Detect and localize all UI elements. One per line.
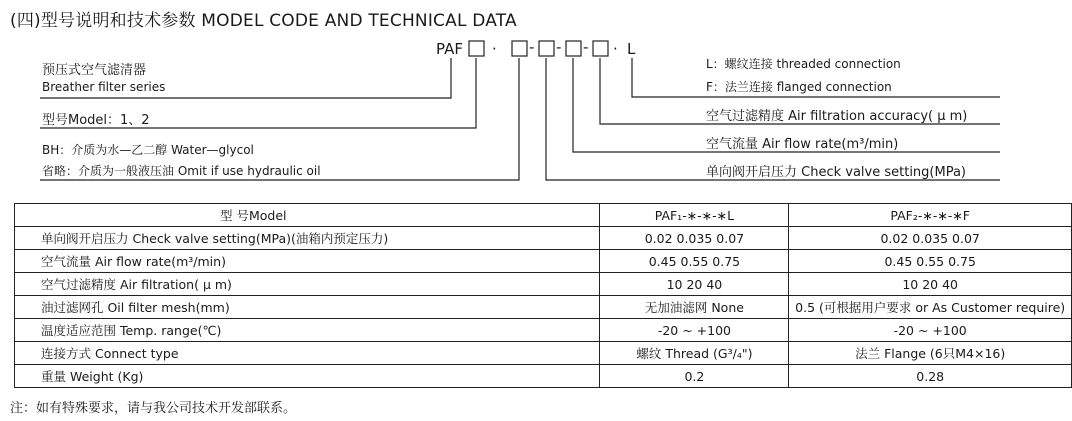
- code-box-4: [566, 41, 581, 56]
- table-cell-paf1: 螺纹 Thread (G³/₄"): [600, 342, 789, 365]
- label-check-valve: 单向阀开启压力 Check valve setting(MPa): [706, 165, 967, 180]
- table-row: [15, 296, 1072, 319]
- code-prefix: PAF: [436, 40, 463, 58]
- footnote: 注：如有特殊要求，请与我公司技术开发部联系。: [10, 401, 297, 416]
- code-box-3: [539, 41, 554, 56]
- table-cell-paf2: 0.28: [789, 365, 1072, 388]
- label-model: 型号Model：1、2: [42, 113, 150, 128]
- table-cell-paf2: -20 ~ +100: [789, 319, 1072, 342]
- table-row: [15, 250, 1072, 273]
- label-medium-omit: 省略：介质为一般液压油 Omit if use hydraulic oil: [42, 164, 321, 178]
- table-cell-param: 单向阀开启压力 Check valve setting(MPa)(油箱内预定压力): [15, 227, 600, 250]
- table-cell-paf2: 0.5 (可根据用户要求 or As Customer require): [789, 296, 1072, 319]
- table-row: [15, 342, 1072, 365]
- table-row: [15, 365, 1072, 388]
- code-box-2: [512, 41, 527, 56]
- code-box-5: [593, 41, 608, 56]
- table-cell-paf1: 0.45 0.55 0.75: [600, 250, 789, 273]
- table-header-paf2: PAF₂-∗-∗-∗F: [789, 204, 1072, 227]
- table-row: [15, 319, 1072, 342]
- table-cell-param: 油过滤网孔 Oil filter mesh(mm): [15, 296, 600, 319]
- table-header-model: 型 号Model: [15, 204, 600, 227]
- table-cell-paf1: 0.02 0.035 0.07: [600, 227, 789, 250]
- code-dot-1: ·: [492, 40, 497, 58]
- label-series-en: Breather filter series: [42, 80, 166, 94]
- table-cell-param: 空气过滤精度 Air filtration( μ m): [15, 273, 600, 296]
- label-flange-connection: F：法兰连接 flanged connection: [706, 80, 892, 94]
- table-header-row: [15, 204, 1072, 227]
- code-dash-2: -: [556, 38, 562, 56]
- table-header-paf1: PAF₁-∗-∗-∗L: [600, 204, 789, 227]
- table-cell-paf1: 0.2: [600, 365, 789, 388]
- technical-data-table: [14, 203, 1072, 388]
- table-cell-paf2: 法兰 Flange (6只M4×16): [789, 342, 1072, 365]
- table-cell-param: 连接方式 Connect type: [15, 342, 600, 365]
- table-cell-paf1: 无加油滤网 None: [600, 296, 789, 319]
- table-row: [15, 227, 1072, 250]
- label-thread-connection: L：螺纹连接 threaded connection: [706, 57, 901, 71]
- code-dash-1: -: [529, 38, 535, 56]
- table-row: [15, 273, 1072, 296]
- code-box-1: [469, 41, 484, 56]
- table-cell-paf2: 0.45 0.55 0.75: [789, 250, 1072, 273]
- label-air-flow: 空气流量 Air flow rate(m³/min): [706, 137, 899, 152]
- code-dash-3: -: [583, 38, 589, 56]
- table-cell-paf1: 10 20 40: [600, 273, 789, 296]
- table-cell-param: 温度适应范围 Temp. range(℃): [15, 319, 600, 342]
- table-cell-paf2: 0.02 0.035 0.07: [789, 227, 1072, 250]
- code-dot-2: ·: [613, 40, 618, 58]
- code-suffix: L: [627, 40, 636, 58]
- page-title: (四)型号说明和技术参数 MODEL CODE AND TECHNICAL DATA: [10, 11, 517, 31]
- table-cell-paf1: -20 ~ +100: [600, 319, 789, 342]
- label-medium-bh: BH：介质为水—乙二醇 Water—glycol: [42, 143, 254, 157]
- label-filtration-accuracy: 空气过滤精度 Air filtration accuracy( μ m): [706, 109, 968, 124]
- table-cell-param: 重量 Weight (Kg): [15, 365, 600, 388]
- table-cell-paf2: 10 20 40: [789, 273, 1072, 296]
- table-cell-param: 空气流量 Air flow rate(m³/min): [15, 250, 600, 273]
- label-series-cn: 预压式空气滤清器: [42, 63, 147, 78]
